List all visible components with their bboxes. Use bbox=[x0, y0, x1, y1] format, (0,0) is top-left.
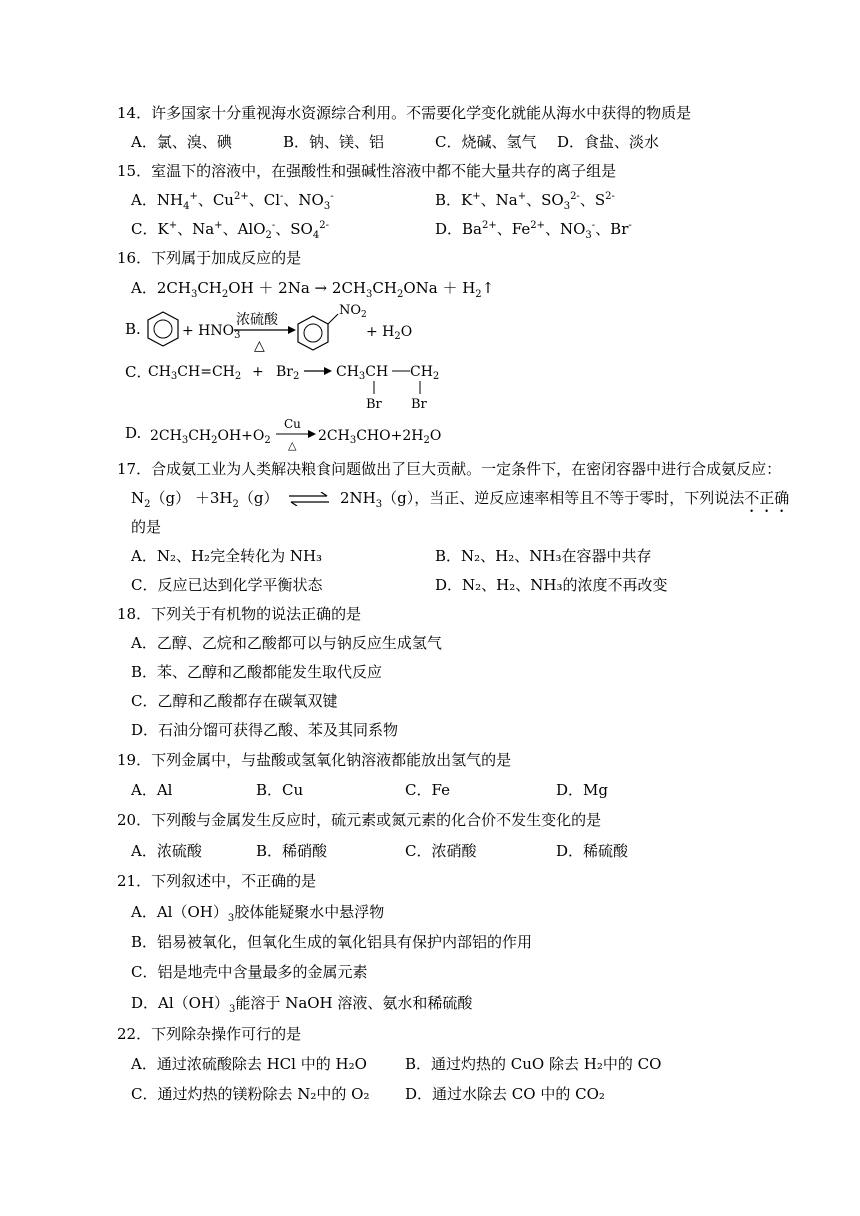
q18-option-d: D．石油分馏可获得乙酸、苯及其同系物 bbox=[131, 721, 399, 739]
question-17-stem: 17．合成氨工业为人类解决粮食问题做出了巨大贡献。一定条件下，在密闭容器中进行合成氨反应： bbox=[117, 460, 782, 478]
catalyst-label: 浓硫酸 bbox=[236, 312, 278, 328]
q19-option-c: C．Fe bbox=[405, 781, 450, 799]
question-16-stem: 16．下列属于加成反应的是 bbox=[117, 249, 302, 267]
q20-option-c: C．浓硝酸 bbox=[405, 842, 477, 860]
emphasis-not-correct: 不正确 bbox=[744, 489, 790, 507]
question-19-stem: 19．下列金属中，与盐酸或氢氧化钠溶液都能放出氢气的是 bbox=[117, 751, 512, 769]
svg-text:CH3CH=CH2: $CH_3CH=CH_2$ bbox=[148, 364, 242, 382]
q16-option-c-label: C． bbox=[125, 363, 152, 381]
nitrobenzene-ring-icon bbox=[298, 314, 338, 350]
svg-text:2CH3CH2OH+O2: $2CH_3CH_2OH+O_2$ bbox=[150, 428, 271, 446]
q18-option-c: C．乙醇和乙酸都存在碳氧双键 bbox=[131, 692, 338, 710]
q17-option-d: D．N₂、H₂、NH₃的浓度不再改变 bbox=[435, 576, 668, 594]
q14-option-c: C．烧碱、氢气 bbox=[435, 133, 537, 151]
q16-option-b-equation bbox=[140, 300, 430, 362]
q16-option-b-label: B. bbox=[125, 320, 141, 338]
svg-text:NO2: $NO_2$ bbox=[339, 303, 367, 320]
question-20-stem: 20．下列酸与金属发生反应时，硫元素或氮元素的化合价不发生变化的是 bbox=[117, 811, 602, 829]
q18-option-b: B．苯、乙醇和乙酸都能发生取代反应 bbox=[131, 663, 383, 681]
q15-option-a: A．$NH_4^+$、$Cu^{2+}$、Cl-、$NO_3^-$ bbox=[131, 191, 334, 212]
heat-symbol: △ bbox=[254, 338, 265, 354]
svg-text:+ HNO3: + $HNO_3$ bbox=[182, 323, 241, 341]
q21-option-c: C．铝是地壳中含量最多的金属元素 bbox=[131, 963, 368, 981]
svg-text:Br: Br bbox=[366, 397, 382, 412]
q17-option-c: C．反应已达到化学平衡状态 bbox=[131, 576, 323, 594]
question-21-stem: 21．下列叙述中，不正确的是 bbox=[117, 872, 317, 890]
q16-option-d-label: D. bbox=[125, 424, 142, 442]
copper-catalyst: Cu bbox=[284, 417, 301, 431]
question-22-stem: 22．下列除杂操作可行的是 bbox=[117, 1025, 302, 1043]
q15-option-b: B．K+、Na+、$SO_3^{2-}$、$S^{2-}$ bbox=[435, 191, 615, 212]
svg-text:Br2: $Br_2$ bbox=[276, 364, 300, 382]
q19-option-d: D．Mg bbox=[556, 781, 608, 799]
equilibrium-arrow-icon bbox=[287, 492, 331, 506]
q22-option-c: C．通过灼热的镁粉除去 N₂中的 O₂ bbox=[131, 1085, 370, 1103]
svg-text:CH2: $CH_2$ bbox=[410, 364, 440, 382]
q22-option-d: D．通过水除去 CO 中的 CO₂ bbox=[405, 1085, 605, 1103]
q19-option-a: A．Al bbox=[131, 781, 173, 799]
q14-option-b: B．钠、镁、铝 bbox=[283, 133, 385, 151]
q20-option-a: A．浓硫酸 bbox=[131, 842, 202, 860]
q22-option-a: A．通过浓硫酸除去 HCl 中的 H₂O bbox=[131, 1055, 367, 1073]
question-14-stem: 14．许多国家十分重视海水资源综合利用。不需要化学变化就能从海水中获得的物质是 bbox=[117, 104, 692, 122]
svg-text:CH3CH: $CH_3CH$ bbox=[336, 364, 389, 382]
q19-option-b: B．Cu bbox=[256, 781, 304, 799]
benzene-ring-icon bbox=[148, 312, 178, 346]
q14-option-a: A．氯、溴、碘 bbox=[131, 133, 232, 151]
q17-equation-line: $N_2(g) +3H_2(g)$ $2NH_3(g)$，当正、逆反应速率相等且不等于零时，下列说法不正确 bbox=[131, 489, 790, 510]
q15-option-d: D．$Ba^{2+}$、$Fe^{2+}$、$NO_3^-$、Br- bbox=[435, 220, 632, 241]
q22-option-b: B．通过灼热的 CuO 除去 H₂中的 CO bbox=[405, 1055, 662, 1073]
q17-option-a: A．N₂、H₂完全转化为 NH₃ bbox=[131, 547, 323, 565]
question-18-stem: 18．下列关于有机物的说法正确的是 bbox=[117, 605, 362, 623]
q17-option-b: B．N₂、H₂、NH₃在容器中共存 bbox=[435, 547, 652, 565]
q16-option-a: A．$2CH_3CH_2OH + 2Na \to 2CH_3CH_2ONa$ ＋ $H_2↑$ bbox=[131, 279, 495, 300]
question-15-stem: 15．室温下的溶液中，在强酸性和强碱性溶液中都不能大量共存的离子组是 bbox=[117, 162, 617, 180]
q20-option-b: B．稀硝酸 bbox=[256, 842, 328, 860]
q21-option-b: B．铝易被氧化，但氧化生成的氧化铝具有保护内部铝的作用 bbox=[131, 933, 533, 951]
svg-text:2CH3CHO+2H2O: $2CH_3CHO+2H_2O$ bbox=[318, 428, 442, 446]
q16-option-d-equation bbox=[148, 414, 448, 454]
q21-option-a: A．$Al(OH)_3$胶体能疑聚水中悬浮物 bbox=[131, 903, 385, 924]
svg-text:+: + bbox=[252, 364, 264, 380]
svg-text:+ H2O: + $H_2O$ bbox=[366, 324, 413, 342]
q16-option-c-equation bbox=[148, 358, 448, 414]
heat-symbol: △ bbox=[288, 439, 297, 452]
q18-option-a: A．乙醇、乙烷和乙酸都可以与钠反应生成氢气 bbox=[131, 634, 442, 652]
q17-stem-end: 的是 bbox=[131, 518, 162, 536]
svg-text:Br: Br bbox=[411, 397, 427, 412]
q20-option-d: D．稀硫酸 bbox=[556, 842, 629, 860]
q14-option-d: D．食盐、淡水 bbox=[557, 133, 660, 151]
q15-option-c: C．K+、Na+、AlO$_2$-、$SO_4^{2-}$ bbox=[131, 220, 329, 241]
q21-option-d: D．$Al(OH)_3$能溶于 NaOH 溶液、氨水和稀硫酸 bbox=[131, 994, 473, 1015]
